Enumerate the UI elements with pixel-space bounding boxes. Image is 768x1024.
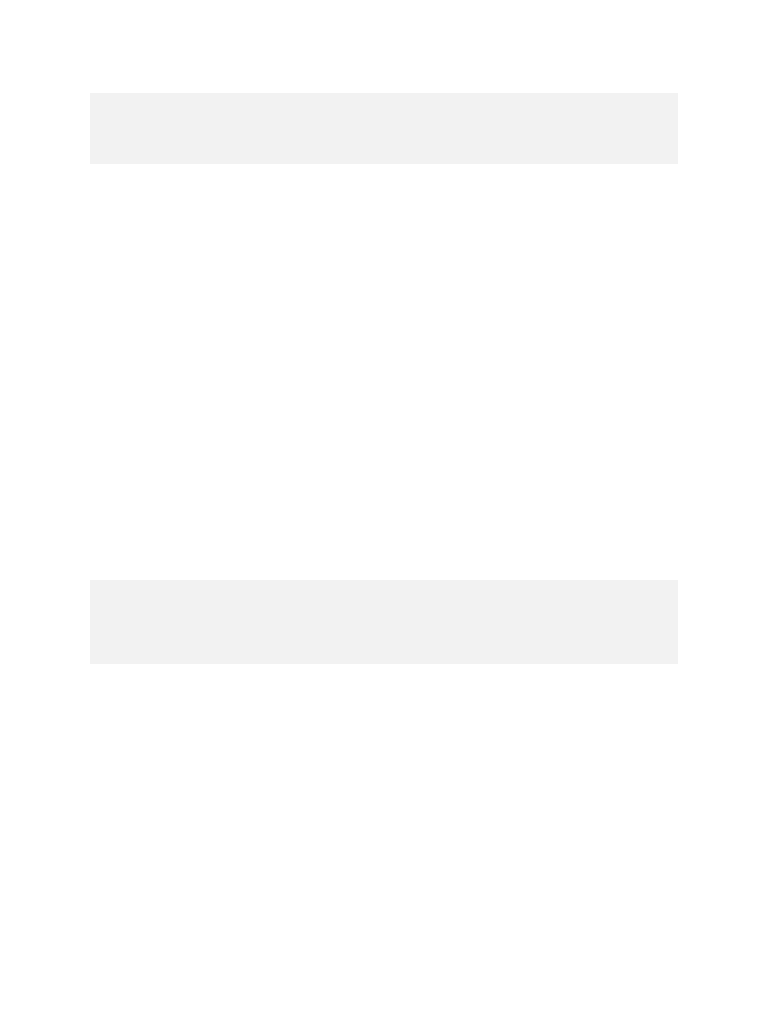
- reply-header: [90, 580, 678, 664]
- post-header: [90, 93, 678, 164]
